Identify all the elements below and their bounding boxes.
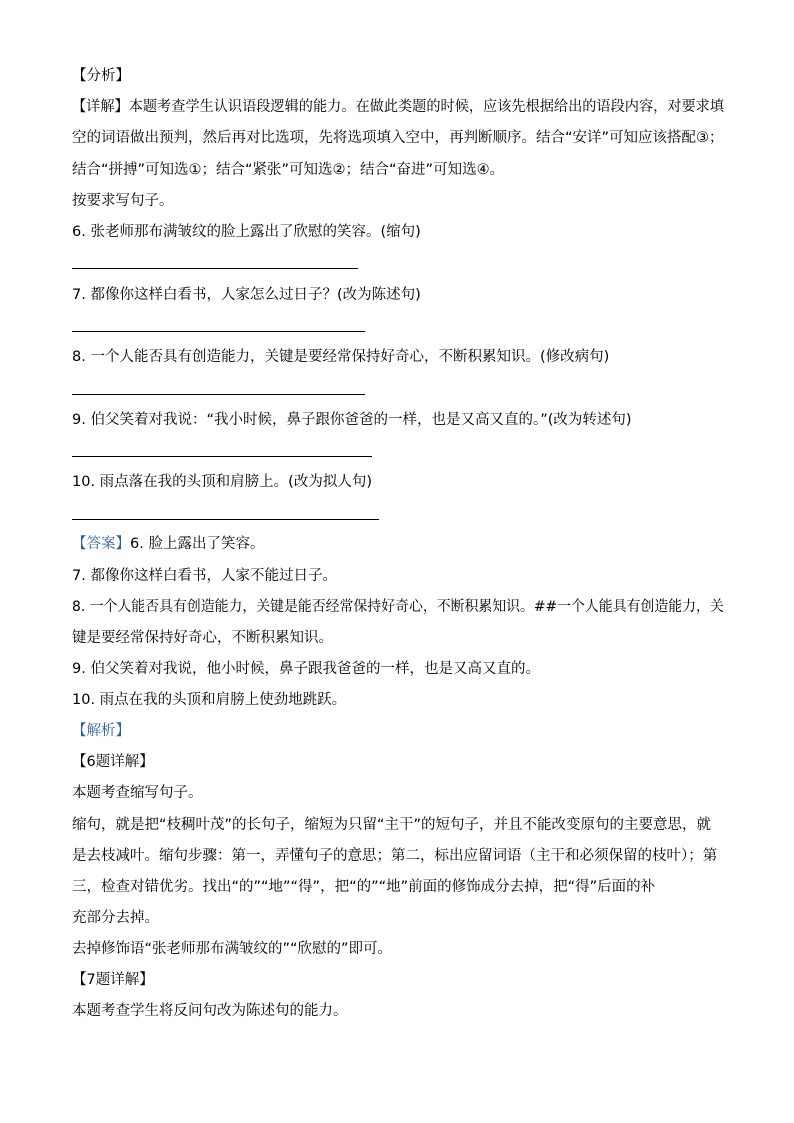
q6-detail-line-1: 本题考查缩写句子。 (72, 785, 203, 801)
answer-blank-9[interactable] (72, 456, 372, 457)
analysis-detail-line-1: 【详解】本题考查学生认识语段逻辑的能力。在做此类题的时候，应该先根据给出的语段内容，对要求填 (72, 99, 724, 115)
answer-blank-6[interactable] (72, 268, 358, 269)
answer-line-4: 键是要经常保持好奇心，不断积累知识。 (72, 630, 333, 646)
question-10: 10. 雨点落在我的头顶和肩膀上。(改为拟人句) (72, 474, 372, 490)
question-9: 9. 伯父笑着对我说：“我小时候，鼻子跟你爸爸的一样，也是又高又直的。”(改为转述句) (72, 412, 632, 428)
instruction: 按要求写句子。 (72, 193, 174, 209)
answer-blank-10[interactable] (72, 519, 379, 520)
analysis-detail-line-2: 空的词语做出预判，然后再对比选项，先将选项填入空中，再判断顺序。结合“安详”可知应该搭配③； (72, 130, 724, 146)
q6-detail-line-6: 去掉修饰语“张老师那布满皱纹的”“欣慰的”即可。 (72, 941, 393, 957)
answer-label: 【答案】 (72, 536, 130, 552)
answer-blank-8[interactable] (72, 394, 365, 395)
question-8: 8. 一个人能否具有创造能力，关键是要经常保持好奇心，不断积累知识。(修改病句) (72, 349, 610, 365)
q6-detail-line-2: 缩句，就是把“枝稠叶茂”的长句子，缩短为只留“主干”的短句子，并且不能改变原句的主要意思，就 (72, 817, 712, 833)
answer-line-1: 【答案】6. 脸上露出了笑容。 (72, 536, 265, 552)
answer-line-2: 7. 都像你这样白看书，人家不能过日子。 (72, 568, 337, 584)
q7-detail-line-1: 本题考查学生将反问句改为陈述句的能力。 (72, 1003, 348, 1019)
explanation-label: 【解析】 (72, 723, 130, 739)
analysis-heading: 【分析】 (72, 68, 130, 84)
q6-detail-line-5: 充部分去掉。 (72, 910, 159, 926)
q6-detail-line-4: 三，检查对错优劣。找出“的”“地”“得”，把“的”“地”前面的修饰成分去掉，把“得”后面的补 (72, 879, 656, 895)
question-6: 6. 张老师那布满皱纹的脸上露出了欣慰的笑容。(缩句) (72, 224, 421, 240)
q7-detail-heading: 【7题详解】 (72, 972, 154, 988)
answer-line-6: 10. 雨点在我的头顶和肩膀上使劲地跳跃。 (72, 692, 347, 708)
answer-line-5: 9. 伯父笑着对我说，他小时候，鼻子跟我爸爸的一样，也是又高又直的。 (72, 661, 540, 677)
q6-detail-line-3: 是去枝减叶。缩句步骤：第一，弄懂句子的意思；第二，标出应留词语（主干和必须保留的枝叶）；第 (72, 848, 718, 864)
answer-blank-7[interactable] (72, 331, 365, 332)
question-7: 7. 都像你这样白看书，人家怎么过日子？(改为陈述句) (72, 287, 421, 303)
q6-detail-heading: 【6题详解】 (72, 754, 154, 770)
answer-line-3: 8. 一个人能否具有创造能力，关键是能否经常保持好奇心，不断积累知识。##一个人能具有创造能力，关 (72, 599, 724, 615)
detail-label: 【详解】 (72, 99, 129, 115)
analysis-detail-line-3: 结合“拼搏”可知选①；结合“紧张”可知选②；结合“奋进”可知选④。 (72, 162, 505, 178)
